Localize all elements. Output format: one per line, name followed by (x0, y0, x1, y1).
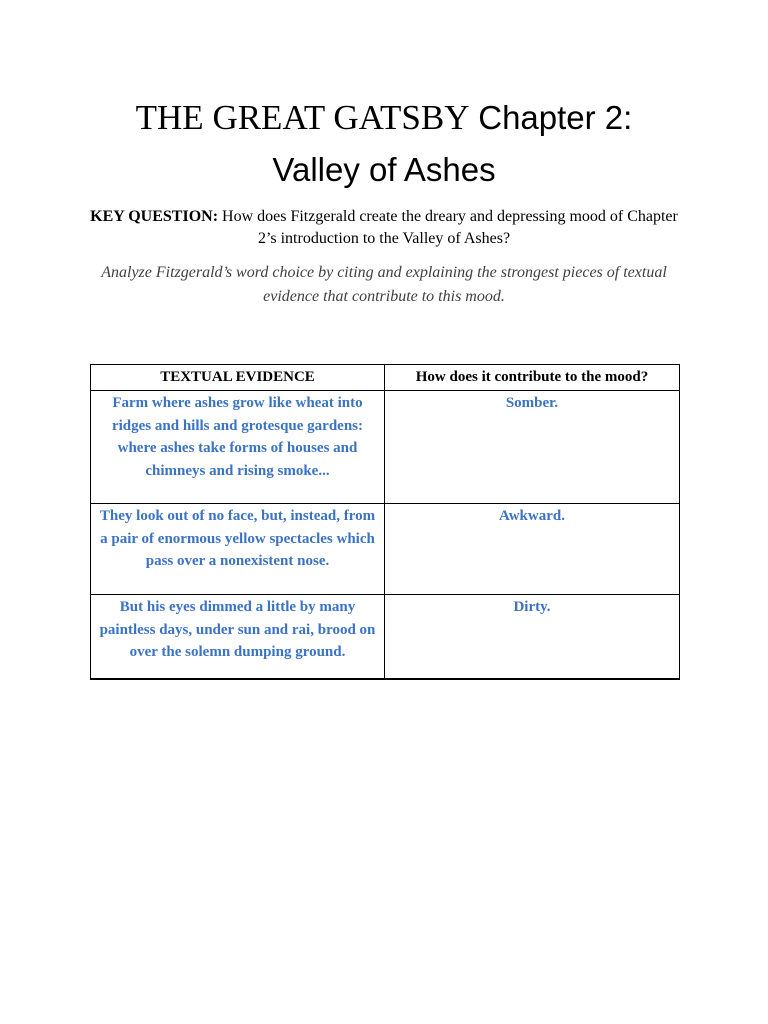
table-row (91, 504, 680, 595)
header-mood-contribution: How does it contribute to the mood? (385, 365, 680, 391)
key-question-text: How does Fitzgerald create the dreary and depressing mood of Chapter 2’s introduction to the Valley of Ashes? (222, 208, 678, 247)
page-title (0, 92, 768, 196)
mood-cell: Awkward. (385, 504, 680, 595)
evidence-cell: Farm where ashes grow like wheat into ridges and hills and grotesque gardens: where ashes take forms of houses and chimneys and rising smoke... (91, 391, 385, 504)
table-row (91, 595, 680, 680)
evidence-cell: They look out of no face, but, instead, from a pair of enormous yellow spectacles which pass over a nonexistent nose. (91, 504, 385, 595)
table-row (91, 391, 680, 504)
title-chapter: Chapter 2: (478, 99, 633, 136)
header-textual-evidence: TEXTUAL EVIDENCE (91, 365, 385, 391)
evidence-cell: But his eyes dimmed a little by many paintless days, under sun and rai, brood on over the solemn dumping ground. (91, 595, 385, 680)
mood-cell: Dirty. (385, 595, 680, 680)
title-chapter-name: Valley of Ashes (272, 151, 496, 188)
mood-cell: Somber. (385, 391, 680, 504)
key-question (90, 206, 678, 250)
table-header-row (91, 365, 680, 391)
evidence-table (90, 364, 680, 680)
key-question-label: KEY QUESTION: (90, 208, 219, 225)
title-book-name: THE GREAT GATSBY (135, 98, 470, 137)
instructions: Analyze Fitzgerald’s word choice by citing and explaining the strongest pieces of textual evidence that contribute to this mood. (101, 264, 667, 305)
